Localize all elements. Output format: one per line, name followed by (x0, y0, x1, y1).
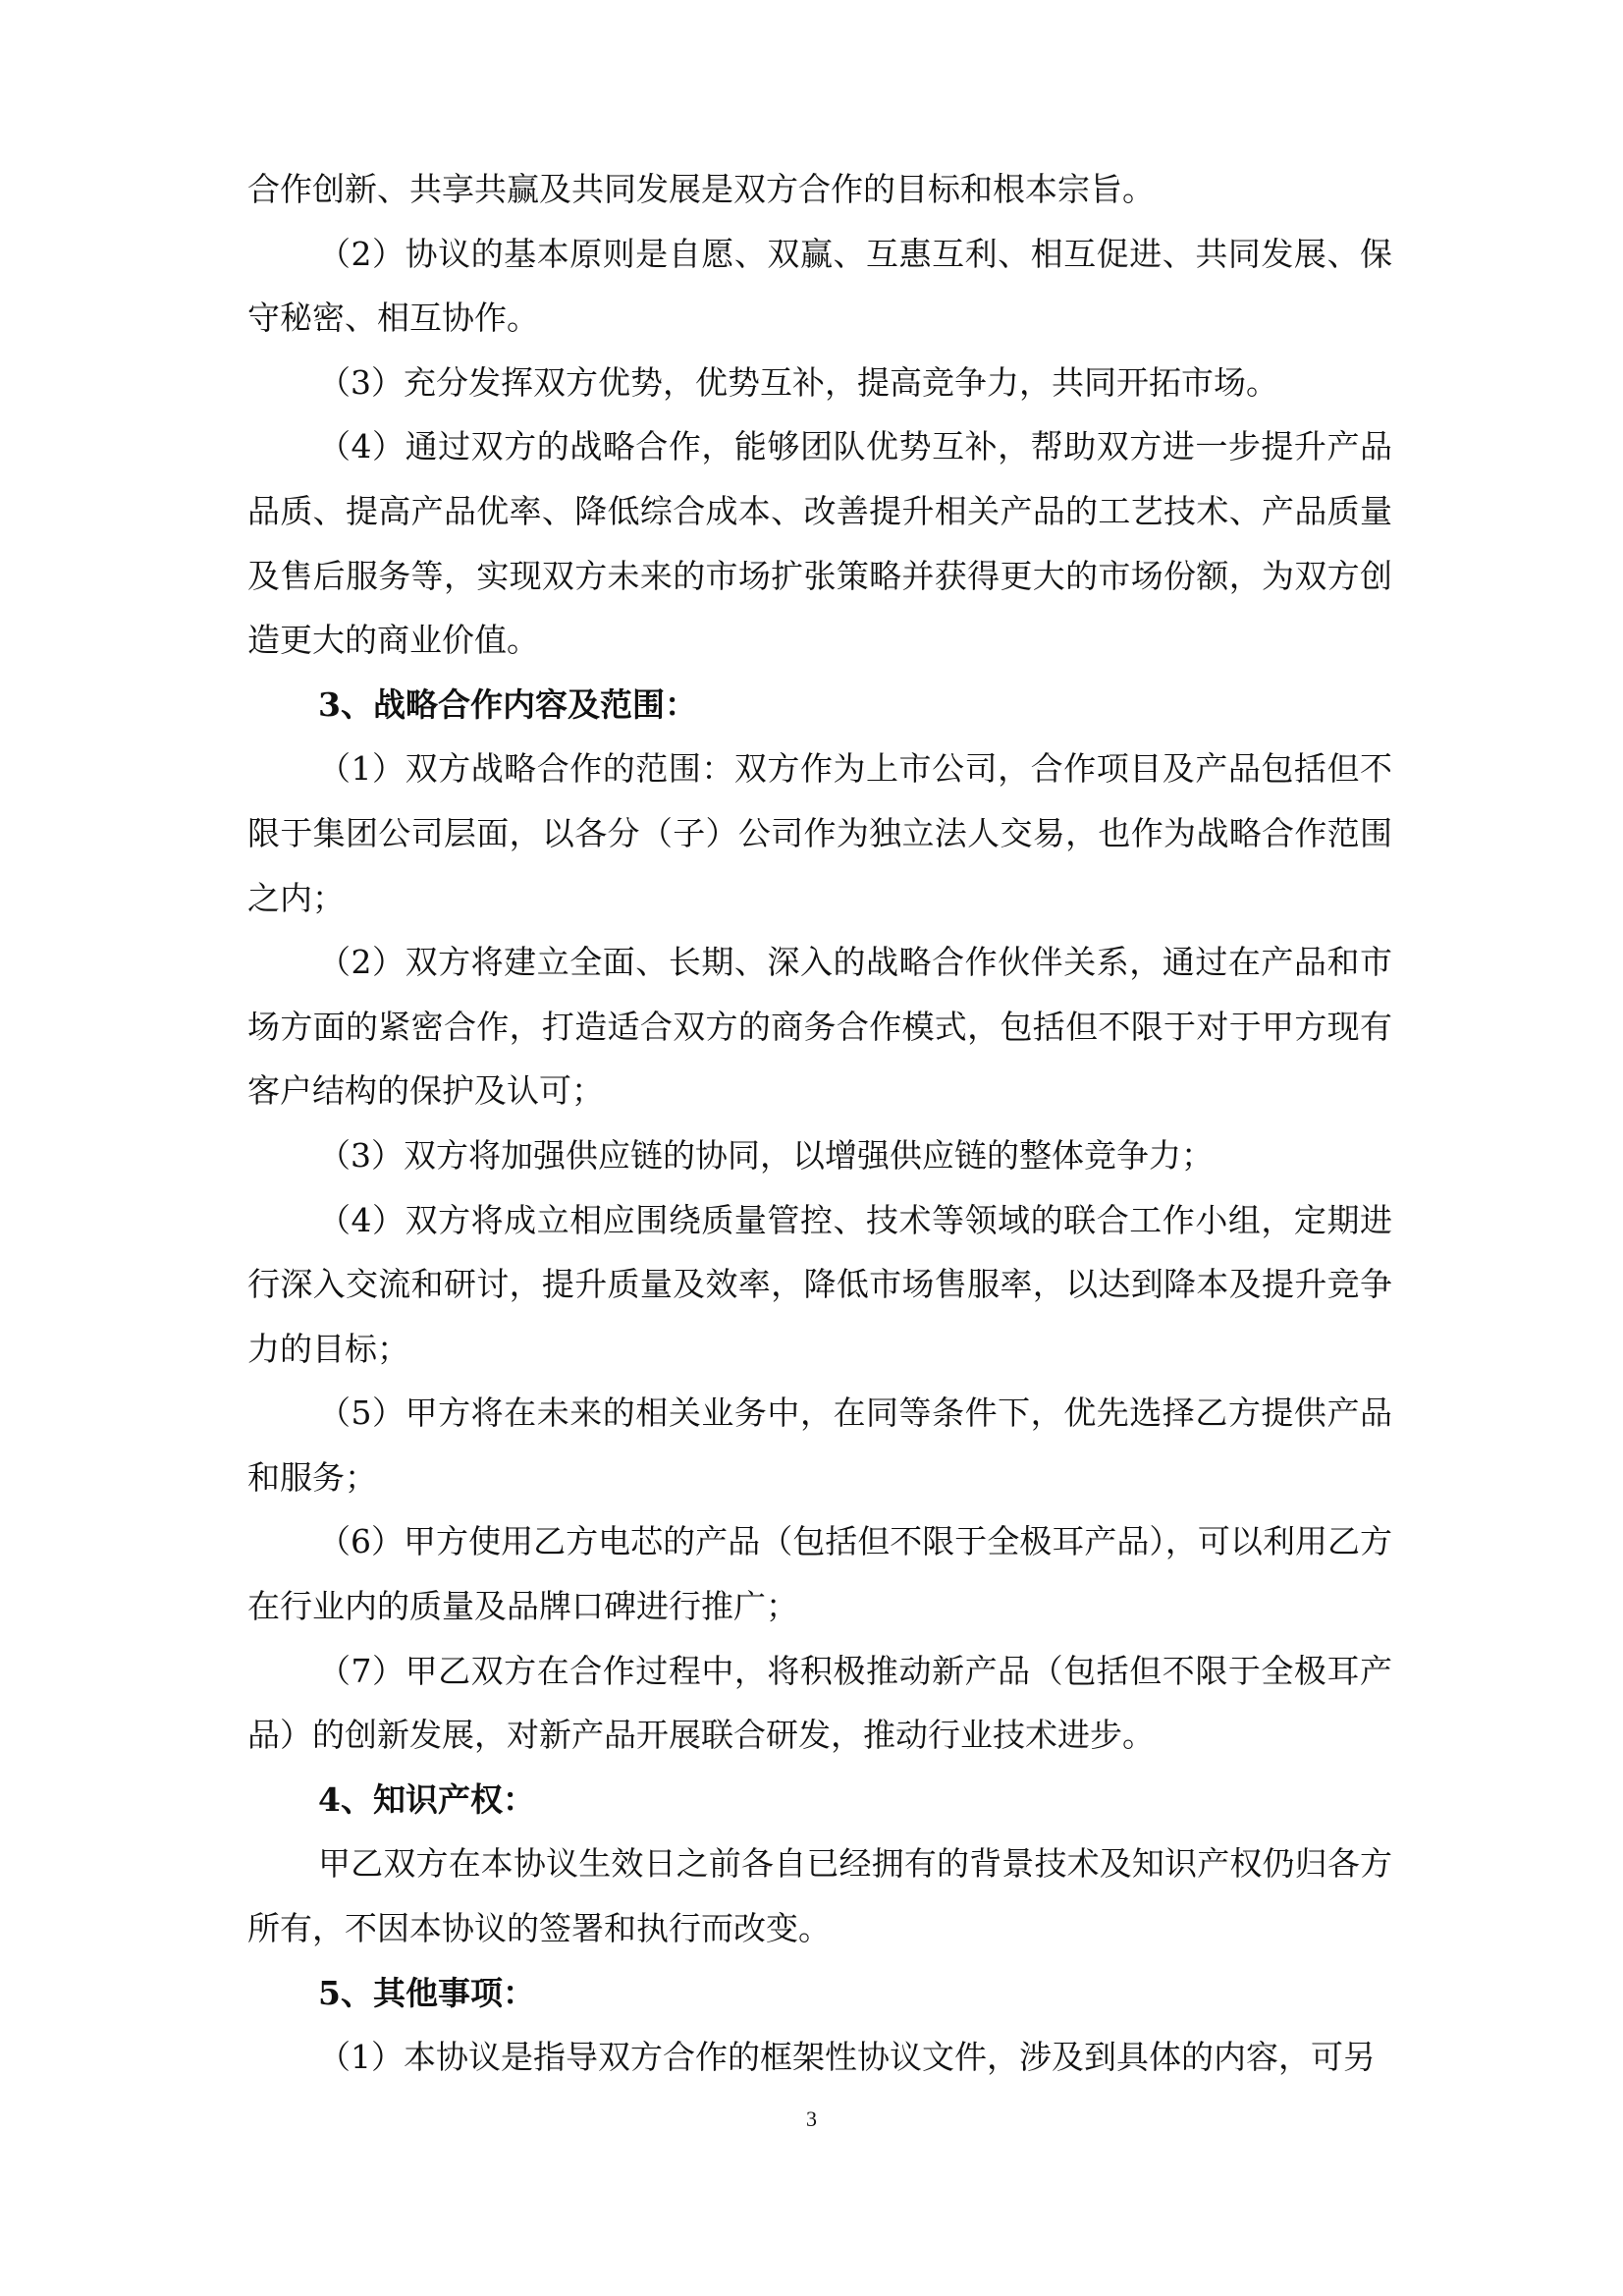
section-heading-ip: 4、知识产权： (318, 1779, 535, 1819)
paragraph-strategic-cooperation: （4）通过双方的战略合作，能够团队优势互补，帮助双方进一步提升产品品质、提高产品优率、降低综合成本、改善提升相关产品的工艺技术、产品质量及售后服务等，实现双方未来的市场扩张策略并获得更大的市场份额，为双方创造更大的商业价值。 (247, 427, 1392, 660)
paragraph-scope-2: （2）双方将建立全面、长期、深入的战略合作伙伴关系，通过在产品和市场方面的紧密合作，打造适合双方的商务合作模式，包括但不限于对于甲方现有客户结构的保护及认可； (247, 943, 1392, 1111)
section-heading-scope: 3、战略合作内容及范围： (318, 684, 697, 724)
document-body (247, 157, 1392, 2090)
paragraph-scope-7: （7）甲乙双方在合作过程中，将积极推动新产品（包括但不限于全极耳产品）的创新发展，对新产品开展联合研发，推动行业技术进步。 (247, 1651, 1392, 1755)
paragraph-scope-3: （3）双方将加强供应链的协同，以增强供应链的整体竞争力； (318, 1135, 1214, 1175)
paragraph-scope-5: （5）甲方将在未来的相关业务中，在同等条件下，优先选择乙方提供产品和服务； (247, 1394, 1392, 1497)
paragraph-scope-6: （6）甲方使用乙方电芯的产品（包括但不限于全极耳产品），可以利用乙方在行业内的质量及品牌口碑进行推广； (247, 1522, 1392, 1626)
paragraph-other-1: （1）本协议是指导双方合作的框架性协议文件，涉及到具体的内容，可另 (318, 2038, 1376, 2077)
paragraph-continuation: 合作创新、共享共赢及共同发展是双方合作的目标和根本宗旨。 (247, 170, 1155, 208)
paragraph-advantages: （3）充分发挥双方优势，优势互补，提高竞争力，共同开拓市场。 (318, 362, 1278, 402)
paragraph-scope-1: （1）双方战略合作的范围：双方作为上市公司，合作项目及产品包括但不限于集团公司层面，以各分（子）公司作为独立法人交易，也作为战略合作范围之内； (247, 749, 1392, 917)
page-number: 3 (806, 2106, 817, 2131)
paragraph-principles: （2）协议的基本原则是自愿、双赢、互惠互利、相互促进、共同发展、保守秘密、相互协作。 (247, 234, 1392, 338)
paragraph-scope-4: （4）双方将成立相应围绕质量管控、技术等领域的联合工作小组，定期进行深入交流和研讨，提升质量及效率，降低市场售服率，以达到降本及提升竞争力的目标； (247, 1200, 1392, 1368)
section-heading-other: 5、其他事项： (318, 1973, 535, 2012)
paragraph-ip: 甲乙双方在本协议生效日之前各自已经拥有的背景技术及知识产权仍归各方所有，不因本协议的签署和执行而改变。 (247, 1844, 1392, 1948)
